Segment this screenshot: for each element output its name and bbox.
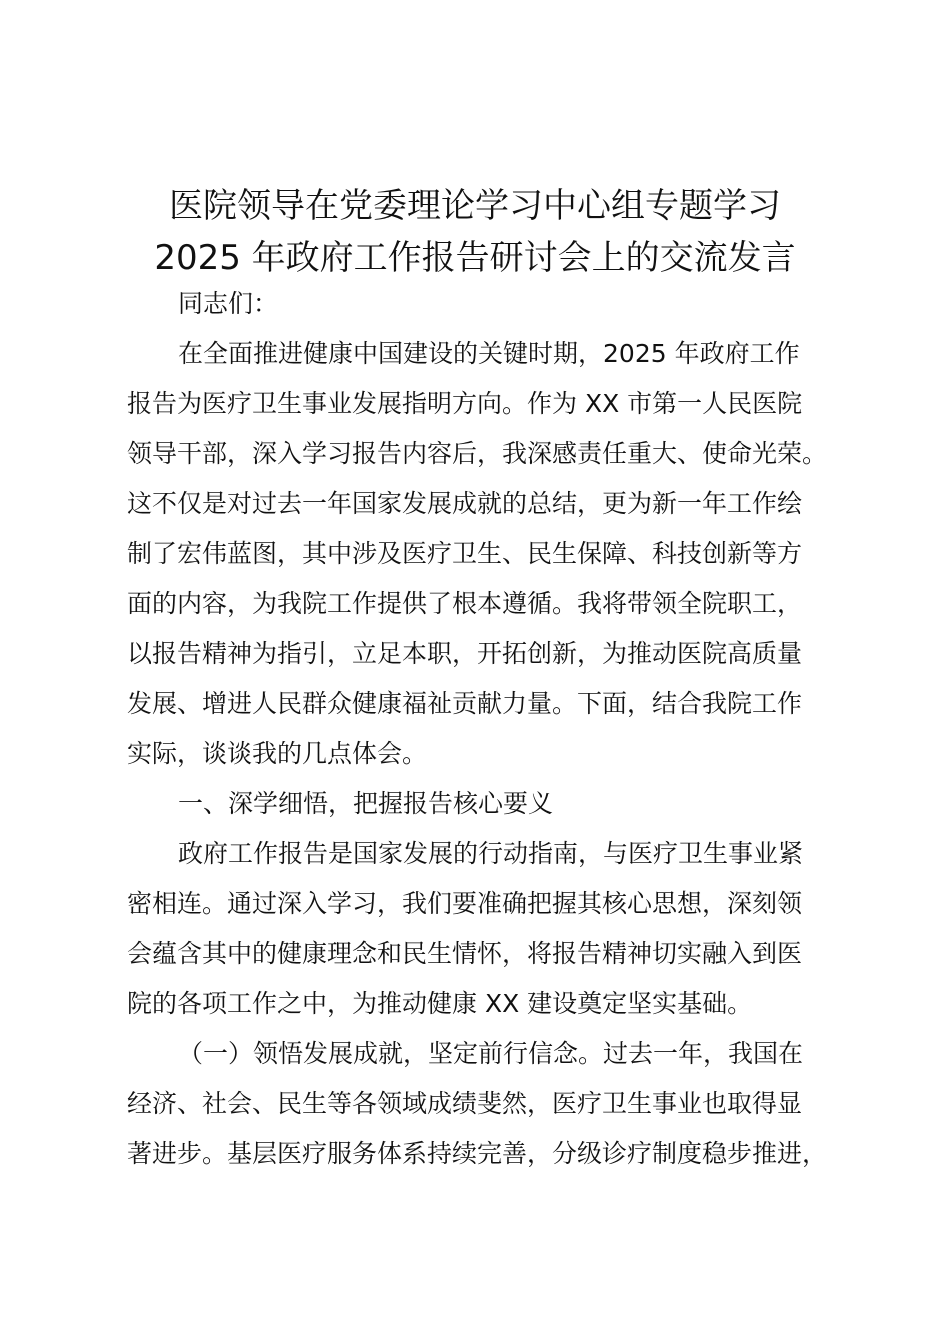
paragraph-line: 经济、社会、民生等各领域成绩斐然，医疗卫生事业也取得显 bbox=[127, 1089, 803, 1118]
paragraph-line: 发展、增进人民群众健康福祉贡献力量。下面，结合我院工作 bbox=[127, 689, 803, 718]
paragraph-line: （一）领悟发展成就，坚定前行信念。过去一年，我国在 bbox=[178, 1039, 804, 1068]
paragraph-line: 政府工作报告是国家发展的行动指南，与医疗卫生事业紧 bbox=[178, 839, 804, 868]
section-heading: 一、深学细悟，把握报告核心要义 bbox=[178, 789, 554, 818]
salutation: 同志们： bbox=[178, 289, 279, 318]
paragraph-line: 院的各项工作之中，为推动健康 XX 建设奠定坚实基础。 bbox=[127, 989, 753, 1018]
document-title-line-1: 医院领导在党委理论学习中心组专题学习 bbox=[169, 186, 781, 226]
paragraph-line: 以报告精神为指引，立足本职，开拓创新，为推动医院高质量 bbox=[127, 639, 803, 668]
paragraph-line: 领导干部，深入学习报告内容后，我深感责任重大、使命光荣。 bbox=[127, 439, 828, 468]
paragraph-line: 这不仅是对过去一年国家发展成就的总结，更为新一年工作绘 bbox=[127, 489, 803, 518]
paragraph-line: 密相连。通过深入学习，我们要准确把握其核心思想，深刻领 bbox=[127, 889, 803, 918]
paragraph-line: 报告为医疗卫生事业发展指明方向。作为 XX 市第一人民医院 bbox=[127, 389, 803, 418]
paragraph-line: 面的内容，为我院工作提供了根本遵循。我将带领全院职工， bbox=[127, 589, 803, 618]
paragraph-line: 在全面推进健康中国建设的关键时期，2025 年政府工作 bbox=[178, 339, 800, 368]
paragraph-line: 实际，谈谈我的几点体会。 bbox=[127, 739, 428, 768]
paragraph-line: 著进步。基层医疗服务体系持续完善，分级诊疗制度稳步推进， bbox=[127, 1139, 828, 1168]
paragraph-line: 制了宏伟蓝图，其中涉及医疗卫生、民生保障、科技创新等方 bbox=[127, 539, 803, 568]
document-title-line-2: 2025 年政府工作报告研讨会上的交流发言 bbox=[154, 238, 796, 278]
paragraph-line: 会蕴含其中的健康理念和民生情怀，将报告精神切实融入到医 bbox=[127, 939, 803, 968]
